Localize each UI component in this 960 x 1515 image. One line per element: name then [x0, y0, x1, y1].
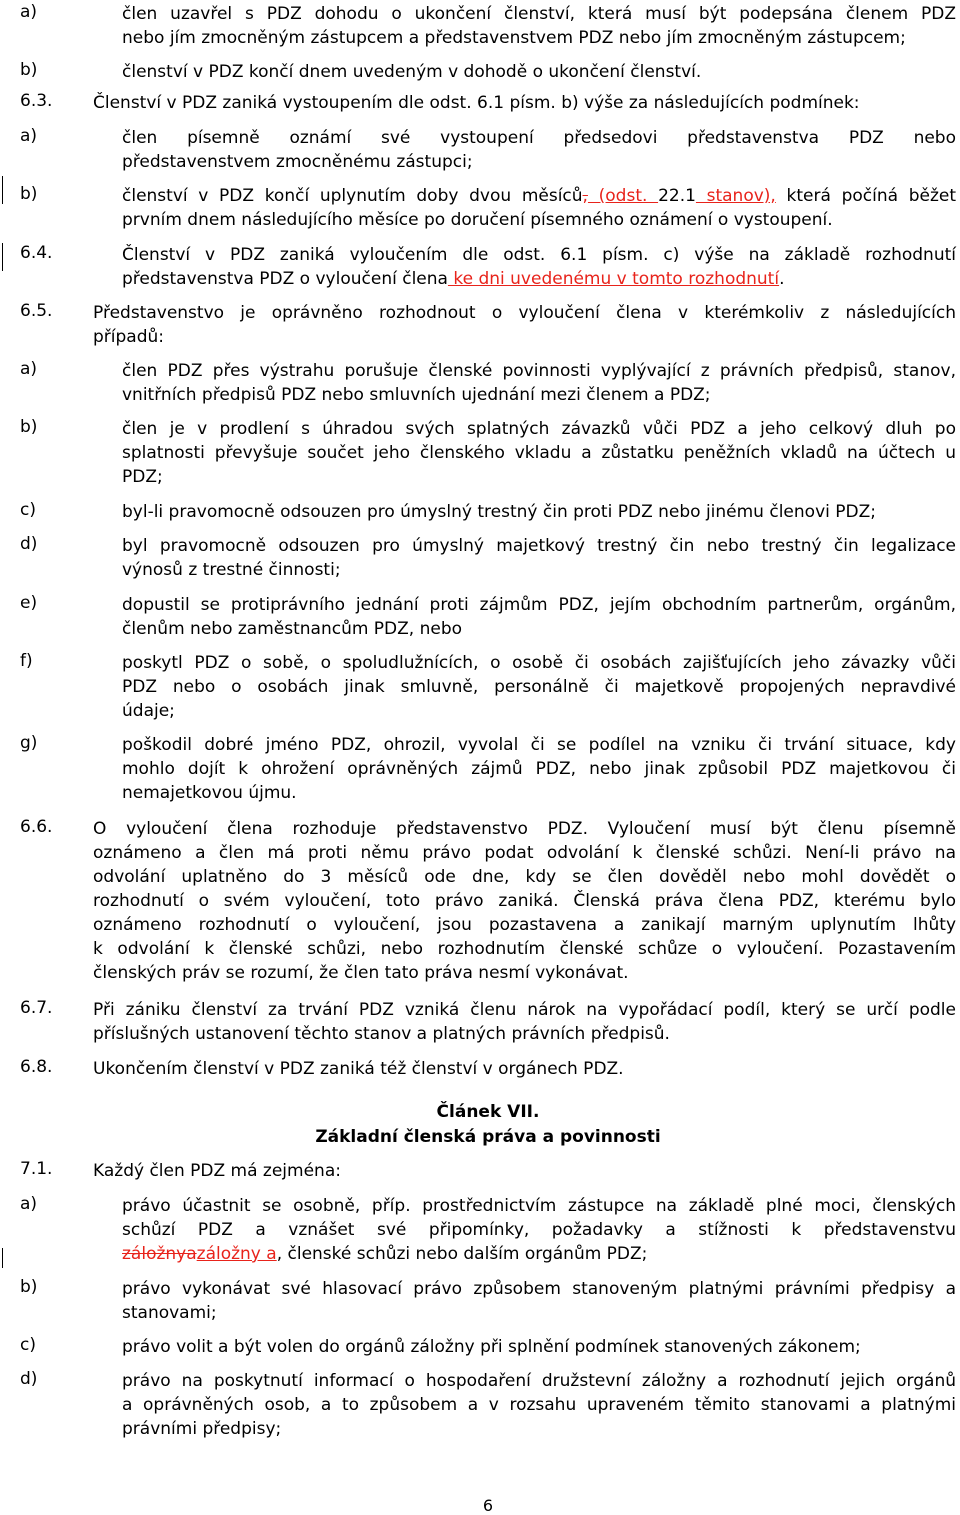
- item-text-line: splatnosti převyšuje součet jeho členského vkladu a zůstatku peněžních vkladů na účtech u: [122, 443, 956, 463]
- text-run: členství v PDZ končí uplynutím doby dvou měsíců: [122, 186, 583, 206]
- section-text-line: Členství v PDZ zaniká vystoupením dle odst. 6.1 písm. b) výše za následujících podmínek:: [93, 93, 860, 113]
- item-label: d): [20, 534, 38, 554]
- item-label: a): [20, 2, 38, 22]
- item-text-line: právo vykonávat své hlasovací právo způsobem stanoveným platnými právními předpisy a: [122, 1279, 956, 1299]
- item-text-line: [122, 184, 956, 208]
- inserted-text: (odst.: [587, 186, 659, 206]
- item-text-line: výnosů z trestné činnosti;: [122, 560, 341, 580]
- text-run: .: [779, 269, 785, 289]
- inserted-text: stanov),: [695, 186, 776, 206]
- section-text-line: Při zániku členství za trvání PDZ vzniká členu nárok na vypořádací podíl, který se určí podle: [93, 1000, 956, 1020]
- item-text-line: mohlo dojít k ohrožení oprávněných zájmů PDZ, nebo jinak způsobil PDZ majetkovou či: [122, 759, 956, 779]
- section-number: 7.1.: [20, 1159, 53, 1179]
- change-bar: [2, 1248, 3, 1268]
- deleted-text: záložnya: [122, 1244, 197, 1264]
- item-text-line: schůzí PDZ a vznášet své připomínky, požadavky a stížnosti k představenstvu: [122, 1220, 956, 1240]
- item-text-line: dopustil se protiprávního jednání proti zájmům PDZ, jejím obchodním partnerům, orgánům,: [122, 595, 956, 615]
- item-label: f): [20, 651, 33, 671]
- item-text-line: [122, 1242, 956, 1266]
- page-number: 6: [482, 1496, 494, 1515]
- section-text-line: příslušných ustanovení těchto stanov a platných právních předpisů.: [93, 1024, 670, 1044]
- item-text-line: člen písemně oznámí své vystoupení předsedovi představenstva PDZ nebo: [122, 128, 956, 148]
- item-label: a): [20, 126, 38, 146]
- article-subtitle: Základní členská práva a povinnosti: [315, 1127, 661, 1147]
- item-text-line: údaje;: [122, 701, 175, 721]
- item-label: b): [20, 417, 38, 437]
- item-text-line: členům nebo zaměstnancům PDZ, nebo: [122, 619, 463, 639]
- item-text-line: stanovami;: [122, 1303, 217, 1323]
- item-label: e): [20, 593, 38, 613]
- section-text-line: odvolání uplatněno do 3 měsíců ode dne, kdy se člen dověděl nebo mohl dovědět o: [93, 867, 956, 887]
- item-text-line: právo volit a být volen do orgánů záložny při splnění podmínek stanovených zákonem;: [122, 1337, 861, 1357]
- text-run: která počíná běžet: [775, 186, 957, 206]
- item-text-line: nebo jím zmocněným zástupcem a představenstvem PDZ nebo jím zmocněným zástupcem;: [122, 28, 906, 48]
- text-run: představenstva PDZ o vyloučení člena: [122, 269, 448, 289]
- item-text-line: poskytl PDZ o sobě, o spoludlužnících, o osobě či osobách zajišťujících jeho závazky vůči: [122, 653, 956, 673]
- section-number: 6.7.: [20, 998, 53, 1018]
- section-text-line: oznámeno a člen má proti němu právo podat odvolání k členské schůzi. Není-li právo na: [93, 843, 956, 863]
- item-text-line: vnitřních předpisů PDZ nebo smluvních ujednání mezi členem a PDZ;: [122, 385, 711, 405]
- item-label: d): [20, 1369, 38, 1389]
- section-text-line: rozhodnutí o svém vyloučení, toto právo zaniká. Členská práva člena PDZ, kterému bylo: [93, 891, 956, 911]
- inserted-text: ke dni uvedenému v tomto rozhodnutí: [447, 269, 780, 289]
- item-text-line: prvním dnem následujícího měsíce po doručení písemného oznámení o vystoupení.: [122, 210, 833, 230]
- section-text-line: oznámeno rozhodnutí o vyloučení, jsou pozastavena a zanikají marným uplynutím lhůty: [93, 915, 956, 935]
- item-label: a): [20, 359, 38, 379]
- item-label: c): [20, 500, 36, 520]
- item-text-line: byl pravomocně odsouzen pro úmyslný majetkový trestný čin nebo trestný čin legalizace: [122, 536, 956, 556]
- section-text-line: členských práv se rozumí, že člen tato práva nesmí vykonávat.: [93, 963, 629, 983]
- item-text-line: poškodil dobré jméno PDZ, ohrozil, vyvolal či se podílel na vzniku či trvání situace, kdy: [122, 735, 956, 755]
- item-text-line: právo účastnit se osobně, příp. prostřednictvím zástupce na základě plné moci, členských: [122, 1196, 956, 1216]
- change-bar: [2, 243, 3, 271]
- deleted-text: ,: [582, 186, 588, 206]
- section-number: 6.8.: [20, 1057, 53, 1077]
- item-text-line: člen PDZ přes výstrahu porušuje členské povinnosti vyplývající z právních předpisů, stanov,: [122, 361, 956, 381]
- item-label: b): [20, 184, 38, 204]
- inserted-text: záložny a: [196, 1244, 277, 1264]
- item-text-line: PDZ nebo o osobách jinak smluvně, personálně či majetkově propojených nepravdivé: [122, 677, 956, 697]
- section-text-line: Členství v PDZ zaniká vyloučením dle odst. 6.1 písm. c) výše na základě rozhodnutí: [122, 245, 956, 265]
- item-text-line: právo na poskytnutí informací o hospodaření družstevní záložny a rozhodnutí jejich orgánů: [122, 1371, 956, 1391]
- item-text-line: nemajetkovou újmu.: [122, 783, 297, 803]
- section-text-line: Ukončením členství v PDZ zaniká též členství v orgánech PDZ.: [93, 1059, 624, 1079]
- item-label: a): [20, 1194, 38, 1214]
- section-number: 6.5.: [20, 301, 53, 321]
- section-text-line: [122, 267, 956, 291]
- section-text-line: Představenstvo je oprávněno rozhodnout o vyloučení člena v kterémkoliv z následujících: [93, 303, 956, 323]
- item-label: g): [20, 733, 38, 753]
- section-text-line: případů:: [93, 327, 165, 347]
- item-text-line: PDZ;: [122, 467, 163, 487]
- text-run: , členské schůzi nebo dalším orgánům PDZ;: [276, 1244, 648, 1264]
- item-text-line: byl-li pravomocně odsouzen pro úmyslný trestný čin proti PDZ nebo jinému členovi PDZ;: [122, 502, 876, 522]
- section-text-line: Každý člen PDZ má zejména:: [93, 1161, 341, 1181]
- section-text-line: O vyloučení člena rozhoduje představenstvo PDZ. Vyloučení musí být členu písemně: [93, 819, 956, 839]
- item-text-line: a oprávněných osob, a to způsobem a v rozsahu upraveném těmito stanovami a platnými: [122, 1395, 956, 1415]
- item-text-line: člen je v prodlení s úhradou svých splatných závazků vůči PDZ a jeho celkový dluh po: [122, 419, 956, 439]
- section-number: 6.6.: [20, 817, 53, 837]
- text-run: 22.1: [658, 186, 696, 206]
- section-text-line: k odvolání k členské schůzi, nebo rozhodnutím členské schůze o vyloučení. Pozastavením: [93, 939, 956, 959]
- item-text-line: členství v PDZ končí dnem uvedeným v dohodě o ukončení členství.: [122, 62, 702, 82]
- item-label: c): [20, 1335, 36, 1355]
- item-text-line: člen uzavřel s PDZ dohodu o ukončení členství, která musí být podepsána členem PDZ: [122, 4, 956, 24]
- change-bar: [2, 176, 3, 204]
- item-text-line: právními předpisy;: [122, 1419, 282, 1439]
- item-label: b): [20, 60, 38, 80]
- item-text-line: představenstvem zmocněnému zástupci;: [122, 152, 473, 172]
- article-title: Článek VII.: [436, 1102, 540, 1122]
- section-number: 6.4.: [20, 243, 53, 263]
- section-number: 6.3.: [20, 91, 53, 111]
- item-label: b): [20, 1277, 38, 1297]
